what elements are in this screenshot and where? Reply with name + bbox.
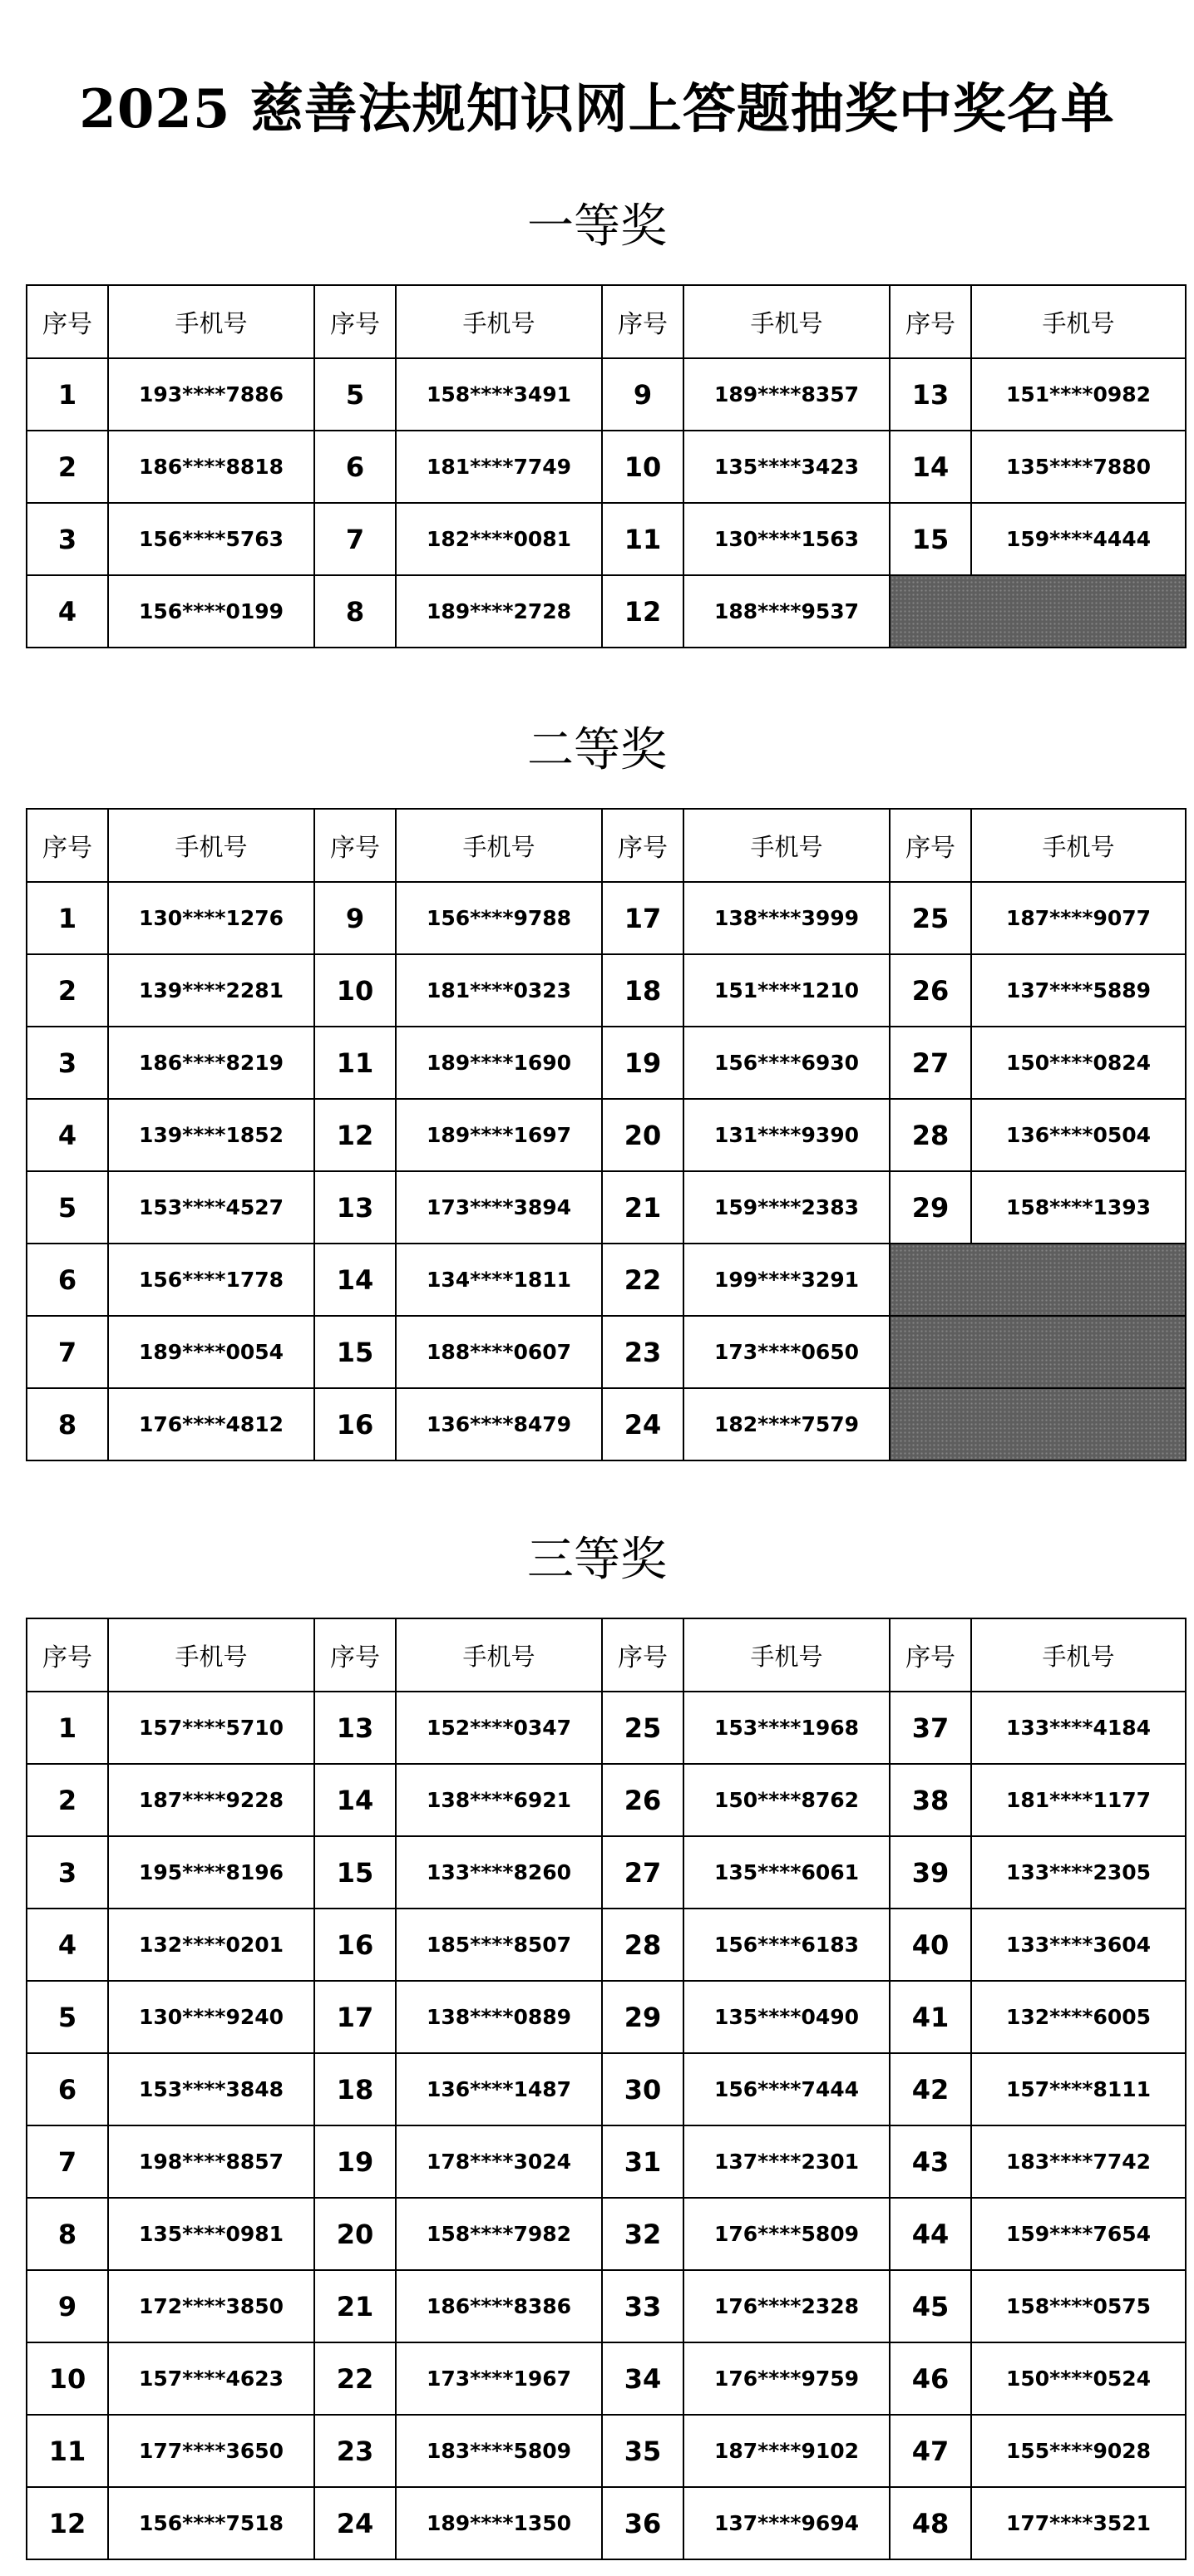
section-title-third-prize: 三等奖 xyxy=(527,1533,667,1587)
entry-phone: 138****3999 xyxy=(683,882,890,954)
entry-seq: 10 xyxy=(314,954,396,1027)
entry-seq: 3 xyxy=(27,1027,108,1099)
entry-phone: 135****6061 xyxy=(683,1836,890,1909)
entry-seq: 21 xyxy=(602,1171,683,1244)
entry-phone: 159****4444 xyxy=(971,503,1186,575)
entry-phone: 150****0824 xyxy=(971,1027,1186,1099)
entry-seq: 25 xyxy=(602,1692,683,1764)
entry-seq: 28 xyxy=(602,1909,683,1981)
entry-phone: 158****3491 xyxy=(396,358,602,431)
table-row xyxy=(27,2415,1186,2487)
entry-phone: 130****1563 xyxy=(683,503,890,575)
entry-phone: 186****8818 xyxy=(108,431,314,503)
entry-seq: 13 xyxy=(314,1171,396,1244)
first-prize-table xyxy=(26,284,1187,648)
entry-seq: 5 xyxy=(27,1981,108,2053)
entry-seq: 2 xyxy=(27,1764,108,1836)
empty-shaded-cell xyxy=(890,1388,1186,1460)
entry-phone: 181****7749 xyxy=(396,431,602,503)
entry-seq: 7 xyxy=(27,1316,108,1388)
entry-phone: 181****0323 xyxy=(396,954,602,1027)
table-row xyxy=(27,2198,1186,2270)
header-seq: 序号 xyxy=(602,1618,683,1692)
entry-phone: 185****8507 xyxy=(396,1909,602,1981)
table-row xyxy=(27,1388,1186,1460)
entry-seq: 27 xyxy=(602,1836,683,1909)
entry-phone: 157****4623 xyxy=(108,2342,314,2415)
table-header-row xyxy=(27,285,1186,358)
entry-seq: 8 xyxy=(27,1388,108,1460)
entry-phone: 156****9788 xyxy=(396,882,602,954)
entry-seq: 28 xyxy=(890,1099,971,1171)
entry-seq: 11 xyxy=(314,1027,396,1099)
entry-phone: 189****1697 xyxy=(396,1099,602,1171)
entry-phone: 158****1393 xyxy=(971,1171,1186,1244)
entry-phone: 153****1968 xyxy=(683,1692,890,1764)
entry-seq: 36 xyxy=(602,2487,683,2559)
entry-phone: 155****9028 xyxy=(971,2415,1186,2487)
header-phone: 手机号 xyxy=(396,1618,602,1692)
entry-phone: 173****0650 xyxy=(683,1316,890,1388)
table-row xyxy=(27,1171,1186,1244)
header-seq: 序号 xyxy=(602,285,683,358)
table-row xyxy=(27,1764,1186,1836)
header-phone: 手机号 xyxy=(108,1618,314,1692)
entry-seq: 25 xyxy=(890,882,971,954)
entry-seq: 22 xyxy=(314,2342,396,2415)
entry-phone: 187****9228 xyxy=(108,1764,314,1836)
second-prize-table xyxy=(26,808,1187,1461)
table-row xyxy=(27,954,1186,1027)
table-row xyxy=(27,882,1186,954)
entry-phone: 130****1276 xyxy=(108,882,314,954)
entry-phone: 187****9102 xyxy=(683,2415,890,2487)
entry-seq: 13 xyxy=(890,358,971,431)
entry-seq: 23 xyxy=(314,2415,396,2487)
entry-seq: 11 xyxy=(27,2415,108,2487)
entry-phone: 177****3521 xyxy=(971,2487,1186,2559)
empty-shaded-cell xyxy=(890,575,1186,648)
entry-phone: 173****1967 xyxy=(396,2342,602,2415)
header-seq: 序号 xyxy=(27,1618,108,1692)
entry-seq: 3 xyxy=(27,503,108,575)
table-row xyxy=(27,2125,1186,2198)
entry-phone: 150****8762 xyxy=(683,1764,890,1836)
header-phone: 手机号 xyxy=(971,285,1186,358)
entry-phone: 135****3423 xyxy=(683,431,890,503)
entry-phone: 135****0490 xyxy=(683,1981,890,2053)
entry-seq: 8 xyxy=(314,575,396,648)
entry-phone: 152****0347 xyxy=(396,1692,602,1764)
entry-seq: 1 xyxy=(27,358,108,431)
section-title-first-prize: 一等奖 xyxy=(527,199,667,254)
entry-phone: 139****2281 xyxy=(108,954,314,1027)
entry-phone: 156****6930 xyxy=(683,1027,890,1099)
entry-seq: 18 xyxy=(314,2053,396,2125)
entry-phone: 178****3024 xyxy=(396,2125,602,2198)
entry-seq: 29 xyxy=(602,1981,683,2053)
entry-seq: 13 xyxy=(314,1692,396,1764)
entry-phone: 133****8260 xyxy=(396,1836,602,1909)
entry-phone: 187****9077 xyxy=(971,882,1186,954)
entry-phone: 176****5809 xyxy=(683,2198,890,2270)
entry-seq: 17 xyxy=(314,1981,396,2053)
entry-phone: 150****0524 xyxy=(971,2342,1186,2415)
entry-seq: 15 xyxy=(314,1316,396,1388)
entry-seq: 4 xyxy=(27,575,108,648)
entry-phone: 136****8479 xyxy=(396,1388,602,1460)
table-header-row xyxy=(27,1618,1186,1692)
entry-seq: 5 xyxy=(27,1171,108,1244)
entry-phone: 173****3894 xyxy=(396,1171,602,1244)
entry-seq: 8 xyxy=(27,2198,108,2270)
entry-phone: 133****3604 xyxy=(971,1909,1186,1981)
entry-phone: 156****0199 xyxy=(108,575,314,648)
header-seq: 序号 xyxy=(890,809,971,882)
table-row xyxy=(27,2487,1186,2559)
third-prize-table xyxy=(26,1618,1187,2560)
entry-phone: 156****7444 xyxy=(683,2053,890,2125)
entry-phone: 138****6921 xyxy=(396,1764,602,1836)
header-seq: 序号 xyxy=(314,1618,396,1692)
header-seq: 序号 xyxy=(890,285,971,358)
entry-seq: 4 xyxy=(27,1909,108,1981)
entry-seq: 19 xyxy=(602,1027,683,1099)
entry-seq: 42 xyxy=(890,2053,971,2125)
header-phone: 手机号 xyxy=(683,1618,890,1692)
entry-phone: 137****2301 xyxy=(683,2125,890,2198)
entry-seq: 6 xyxy=(27,2053,108,2125)
table-row xyxy=(27,2270,1186,2342)
entry-seq: 43 xyxy=(890,2125,971,2198)
header-phone: 手机号 xyxy=(971,1618,1186,1692)
entry-phone: 188****9537 xyxy=(683,575,890,648)
entry-phone: 189****1690 xyxy=(396,1027,602,1099)
header-phone: 手机号 xyxy=(683,285,890,358)
table-row xyxy=(27,1909,1186,1981)
entry-phone: 189****0054 xyxy=(108,1316,314,1388)
entry-seq: 6 xyxy=(314,431,396,503)
header-seq: 序号 xyxy=(27,285,108,358)
entry-seq: 9 xyxy=(27,2270,108,2342)
entry-seq: 39 xyxy=(890,1836,971,1909)
entry-phone: 183****5809 xyxy=(396,2415,602,2487)
entry-phone: 182****7579 xyxy=(683,1388,890,1460)
entry-seq: 23 xyxy=(602,1316,683,1388)
entry-phone: 195****8196 xyxy=(108,1836,314,1909)
table-row xyxy=(27,1027,1186,1099)
entry-phone: 172****3850 xyxy=(108,2270,314,2342)
entry-seq: 1 xyxy=(27,1692,108,1764)
entry-phone: 186****8386 xyxy=(396,2270,602,2342)
entry-phone: 156****6183 xyxy=(683,1909,890,1981)
table-row xyxy=(27,2053,1186,2125)
entry-seq: 9 xyxy=(314,882,396,954)
empty-shaded-cell xyxy=(890,1244,1186,1316)
entry-phone: 181****1177 xyxy=(971,1764,1186,1836)
table-header-row xyxy=(27,809,1186,882)
entry-phone: 159****7654 xyxy=(971,2198,1186,2270)
entry-seq: 48 xyxy=(890,2487,971,2559)
entry-phone: 156****1778 xyxy=(108,1244,314,1316)
section-title-second-prize: 二等奖 xyxy=(527,723,667,777)
header-seq: 序号 xyxy=(602,809,683,882)
page-title: 2025 慈善法规知识网上答题抽奖中奖名单 xyxy=(79,78,1115,140)
entry-seq: 20 xyxy=(602,1099,683,1171)
entry-phone: 153****3848 xyxy=(108,2053,314,2125)
entry-seq: 33 xyxy=(602,2270,683,2342)
header-phone: 手机号 xyxy=(683,809,890,882)
table-row xyxy=(27,431,1186,503)
entry-seq: 7 xyxy=(27,2125,108,2198)
entry-phone: 157****8111 xyxy=(971,2053,1186,2125)
entry-seq: 44 xyxy=(890,2198,971,2270)
entry-seq: 47 xyxy=(890,2415,971,2487)
entry-phone: 133****2305 xyxy=(971,1836,1186,1909)
entry-phone: 198****8857 xyxy=(108,2125,314,2198)
entry-phone: 176****2328 xyxy=(683,2270,890,2342)
entry-seq: 6 xyxy=(27,1244,108,1316)
table-row xyxy=(27,1836,1186,1909)
table-row xyxy=(27,503,1186,575)
entry-seq: 31 xyxy=(602,2125,683,2198)
entry-seq: 29 xyxy=(890,1171,971,1244)
entry-phone: 189****1350 xyxy=(396,2487,602,2559)
entry-seq: 26 xyxy=(890,954,971,1027)
entry-seq: 35 xyxy=(602,2415,683,2487)
entry-phone: 156****5763 xyxy=(108,503,314,575)
header-phone: 手机号 xyxy=(396,809,602,882)
entry-phone: 132****6005 xyxy=(971,1981,1186,2053)
table-row xyxy=(27,1981,1186,2053)
entry-phone: 157****5710 xyxy=(108,1692,314,1764)
entry-phone: 151****0982 xyxy=(971,358,1186,431)
entry-seq: 2 xyxy=(27,954,108,1027)
entry-phone: 193****7886 xyxy=(108,358,314,431)
entry-phone: 130****9240 xyxy=(108,1981,314,2053)
entry-seq: 40 xyxy=(890,1909,971,1981)
entry-seq: 32 xyxy=(602,2198,683,2270)
entry-phone: 151****1210 xyxy=(683,954,890,1027)
entry-phone: 186****8219 xyxy=(108,1027,314,1099)
entry-seq: 24 xyxy=(602,1388,683,1460)
entry-seq: 17 xyxy=(602,882,683,954)
entry-seq: 37 xyxy=(890,1692,971,1764)
entry-seq: 16 xyxy=(314,1388,396,1460)
entry-seq: 3 xyxy=(27,1836,108,1909)
table-row xyxy=(27,575,1186,648)
entry-seq: 38 xyxy=(890,1764,971,1836)
entry-phone: 132****0201 xyxy=(108,1909,314,1981)
entry-seq: 12 xyxy=(27,2487,108,2559)
entry-seq: 19 xyxy=(314,2125,396,2198)
table-row xyxy=(27,358,1186,431)
entry-seq: 10 xyxy=(602,431,683,503)
entry-seq: 14 xyxy=(890,431,971,503)
entry-seq: 2 xyxy=(27,431,108,503)
header-seq: 序号 xyxy=(314,285,396,358)
table-row xyxy=(27,1244,1186,1316)
entry-seq: 41 xyxy=(890,1981,971,2053)
entry-seq: 24 xyxy=(314,2487,396,2559)
entry-seq: 12 xyxy=(314,1099,396,1171)
header-phone: 手机号 xyxy=(971,809,1186,882)
entry-seq: 30 xyxy=(602,2053,683,2125)
table-row xyxy=(27,2342,1186,2415)
table-row xyxy=(27,1316,1186,1388)
header-phone: 手机号 xyxy=(108,285,314,358)
entry-phone: 183****7742 xyxy=(971,2125,1186,2198)
entry-phone: 158****0575 xyxy=(971,2270,1186,2342)
empty-shaded-cell xyxy=(890,1316,1186,1388)
entry-phone: 139****1852 xyxy=(108,1099,314,1171)
entry-seq: 11 xyxy=(602,503,683,575)
entry-phone: 136****0504 xyxy=(971,1099,1186,1171)
entry-phone: 156****7518 xyxy=(108,2487,314,2559)
entry-seq: 22 xyxy=(602,1244,683,1316)
entry-seq: 20 xyxy=(314,2198,396,2270)
entry-phone: 133****4184 xyxy=(971,1692,1186,1764)
entry-seq: 12 xyxy=(602,575,683,648)
entry-phone: 176****9759 xyxy=(683,2342,890,2415)
entry-seq: 46 xyxy=(890,2342,971,2415)
entry-phone: 199****3291 xyxy=(683,1244,890,1316)
entry-phone: 137****5889 xyxy=(971,954,1186,1027)
entry-phone: 138****0889 xyxy=(396,1981,602,2053)
entry-seq: 27 xyxy=(890,1027,971,1099)
entry-phone: 137****9694 xyxy=(683,2487,890,2559)
entry-seq: 5 xyxy=(314,358,396,431)
entry-phone: 177****3650 xyxy=(108,2415,314,2487)
entry-phone: 131****9390 xyxy=(683,1099,890,1171)
entry-phone: 182****0081 xyxy=(396,503,602,575)
entry-phone: 136****1487 xyxy=(396,2053,602,2125)
entry-seq: 4 xyxy=(27,1099,108,1171)
entry-phone: 188****0607 xyxy=(396,1316,602,1388)
header-seq: 序号 xyxy=(27,809,108,882)
entry-seq: 26 xyxy=(602,1764,683,1836)
entry-seq: 9 xyxy=(602,358,683,431)
entry-seq: 18 xyxy=(602,954,683,1027)
entry-seq: 15 xyxy=(890,503,971,575)
table-row xyxy=(27,1692,1186,1764)
entry-seq: 7 xyxy=(314,503,396,575)
entry-phone: 189****8357 xyxy=(683,358,890,431)
entry-seq: 10 xyxy=(27,2342,108,2415)
entry-phone: 176****4812 xyxy=(108,1388,314,1460)
entry-seq: 34 xyxy=(602,2342,683,2415)
entry-seq: 15 xyxy=(314,1836,396,1909)
entry-seq: 14 xyxy=(314,1244,396,1316)
entry-phone: 153****4527 xyxy=(108,1171,314,1244)
header-seq: 序号 xyxy=(890,1618,971,1692)
entry-phone: 135****7880 xyxy=(971,431,1186,503)
entry-phone: 158****7982 xyxy=(396,2198,602,2270)
entry-seq: 14 xyxy=(314,1764,396,1836)
header-phone: 手机号 xyxy=(396,285,602,358)
table-row xyxy=(27,1099,1186,1171)
entry-phone: 134****1811 xyxy=(396,1244,602,1316)
entry-phone: 135****0981 xyxy=(108,2198,314,2270)
entry-phone: 189****2728 xyxy=(396,575,602,648)
entry-seq: 1 xyxy=(27,882,108,954)
entry-seq: 21 xyxy=(314,2270,396,2342)
entry-phone: 159****2383 xyxy=(683,1171,890,1244)
entry-seq: 45 xyxy=(890,2270,971,2342)
header-phone: 手机号 xyxy=(108,809,314,882)
header-seq: 序号 xyxy=(314,809,396,882)
entry-seq: 16 xyxy=(314,1909,396,1981)
